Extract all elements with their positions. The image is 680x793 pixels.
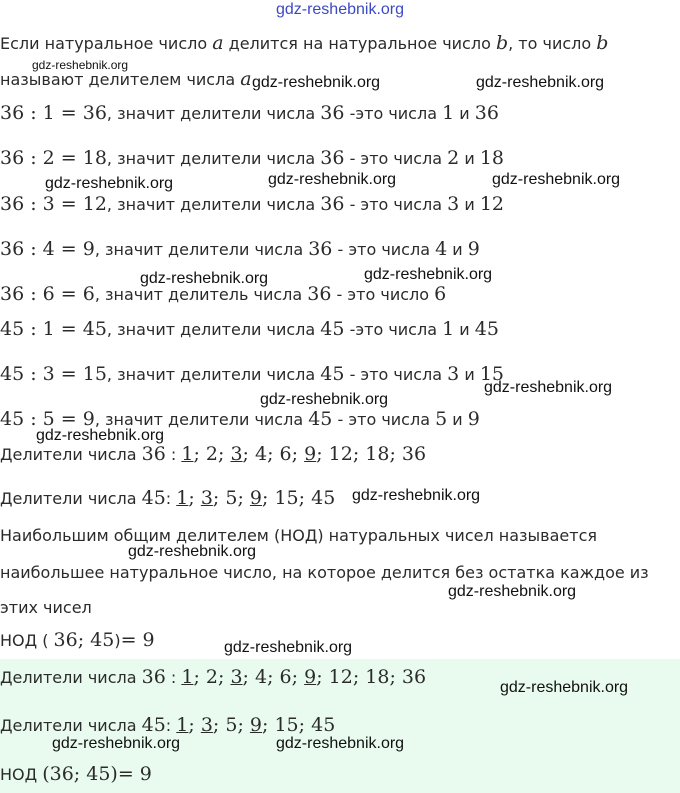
watermark-top: gdz-reshebnik.org	[275, 1, 405, 18]
definition-line-2: наибольшее натуральное число, на которое делится без остатка каждое из	[0, 563, 649, 582]
watermark: gdz-reshebnik.org	[500, 679, 629, 696]
watermark: gdz-reshebnik.org	[36, 427, 165, 444]
definition-line-3: этих чисел	[0, 598, 92, 617]
equation-line: 45 : 3 = 15, значит делители числа 45 - это числа 3 и 15	[0, 363, 505, 385]
watermark: gdz-reshebnik.org	[276, 735, 405, 752]
watermark: gdz-reshebnik.org	[268, 171, 397, 188]
definition-line-1: Наибольшим общим делителем (НОД) натуральных чисел называется	[0, 526, 597, 545]
watermark: gdz-reshebnik.org	[364, 266, 493, 283]
equation-line: 36 : 3 = 12, значит делители числа 36 - это числа 3 и 12	[0, 193, 505, 215]
watermark: gdz-reshebnik.org	[45, 175, 174, 192]
watermark: gdz-reshebnik.org	[492, 171, 621, 188]
divisors-45-line: Делители числа 45: 1; 3; 5; 9; 15; 45	[0, 487, 336, 509]
watermark: gdz-reshebnik.org	[52, 735, 181, 752]
watermark: gdz-reshebnik.org	[140, 270, 269, 287]
watermark: gdz-reshebnik.org	[252, 74, 381, 91]
answer-divisors-36: Делители числа 36 : 1; 2; 3; 4; 6; 9; 12; 18; 36	[0, 666, 427, 688]
intro-line-1: Если натуральное число a делится на натуральное число b, то число b	[0, 32, 609, 54]
gcd-line: НОД ( 36; 45)= 9	[0, 629, 155, 651]
equation-line: 45 : 5 = 9, значит делители числа 45 - это числа 5 и 9	[0, 408, 480, 430]
equation-line: 36 : 6 = 6, значит делитель числа 36 - это число 6	[0, 283, 447, 305]
watermark: gdz-reshebnik.org	[476, 74, 605, 91]
equation-line: 36 : 4 = 9, значит делители числа 36 - это числа 4 и 9	[0, 238, 480, 260]
watermark: gdz-reshebnik.org	[32, 58, 129, 72]
watermark: gdz-reshebnik.org	[352, 487, 481, 504]
answer-gcd: НОД (36; 45)= 9	[0, 763, 152, 785]
intro-line-2: называют делителем числа a	[0, 68, 252, 90]
watermark: gdz-reshebnik.org	[484, 379, 613, 396]
watermark: gdz-reshebnik.org	[128, 543, 257, 560]
divisors-36-line: Делители числа 36 : 1; 2; 3; 4; 6; 9; 12; 18; 36	[0, 443, 427, 465]
equation-line: 36 : 1 = 36, значит делители числа 36 -это числа 1 и 36	[0, 102, 499, 124]
equation-line: 45 : 1 = 45, значит делители числа 45 -это числа 1 и 45	[0, 318, 499, 340]
equation-line: 36 : 2 = 18, значит делители числа 36 - это числа 2 и 18	[0, 147, 505, 169]
watermark: gdz-reshebnik.org	[260, 391, 389, 408]
watermark: gdz-reshebnik.org	[448, 583, 577, 600]
watermark: gdz-reshebnik.org	[224, 639, 353, 656]
answer-divisors-45: Делители числа 45: 1; 3; 5; 9; 15; 45	[0, 714, 336, 736]
